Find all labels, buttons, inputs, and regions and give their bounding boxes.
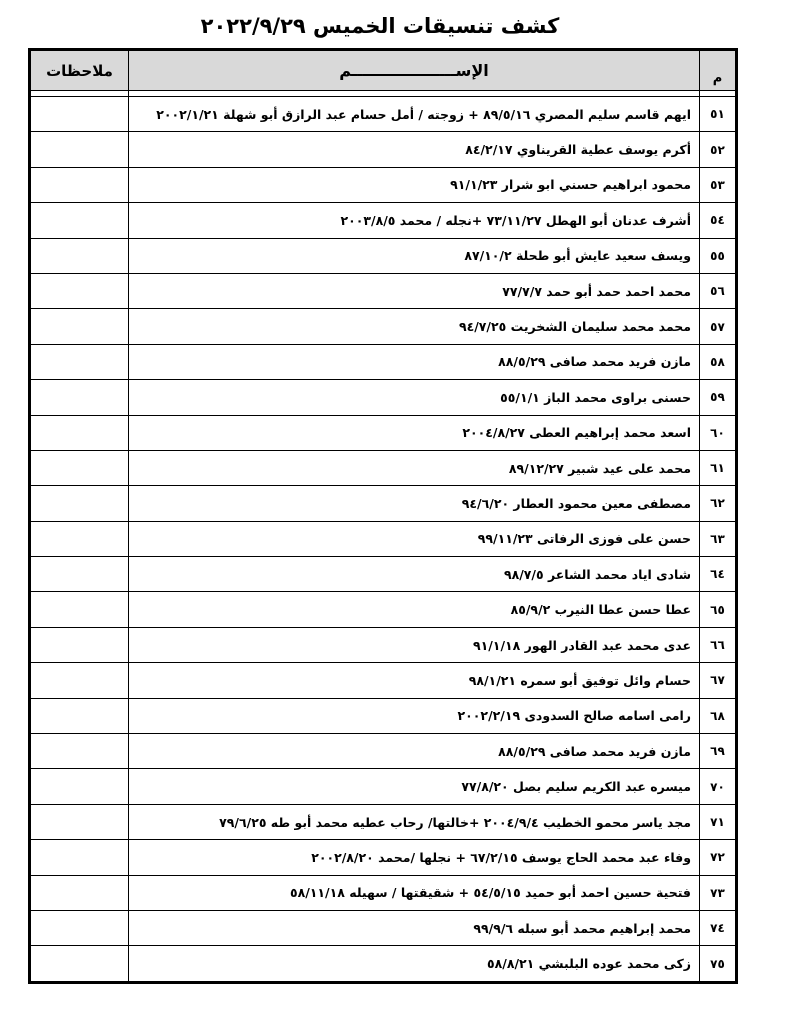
table-row xyxy=(31,344,736,379)
row-name: زكى محمد عوده البلبشي ٥٨/٨/٢١ xyxy=(129,946,700,981)
row-name: وفاء عبد محمد الحاج يوسف ٦٧/٢/١٥ + نجلها /محمد ٢٠٠٢/٨/٢٠ xyxy=(129,840,700,875)
row-notes xyxy=(31,309,129,344)
row-notes xyxy=(31,592,129,627)
page-title: كشف تنسيقات الخميس ٢٠٢٢/٩/٢٩ xyxy=(200,14,560,38)
table-row xyxy=(31,769,736,804)
row-notes xyxy=(31,450,129,485)
row-number: ٧٠ xyxy=(700,769,736,804)
row-notes xyxy=(31,238,129,273)
row-number: ٦٩ xyxy=(700,734,736,769)
row-number: ٦٦ xyxy=(700,627,736,662)
row-name: مصطفى معين محمود العطار ٩٤/٦/٢٠ xyxy=(129,486,700,521)
row-number: ٥٦ xyxy=(700,273,736,308)
row-name: مازن فريد محمد صافى ٨٨/٥/٢٩ xyxy=(129,344,700,379)
row-notes xyxy=(31,97,129,132)
row-notes xyxy=(31,132,129,167)
row-notes xyxy=(31,486,129,521)
row-notes xyxy=(31,875,129,910)
row-number: ٥٨ xyxy=(700,344,736,379)
row-notes xyxy=(31,734,129,769)
row-name: محمد إبراهيم محمد أبو سبله ٩٩/٩/٦ xyxy=(129,910,700,945)
row-notes xyxy=(31,769,129,804)
row-number: ٥٢ xyxy=(700,132,736,167)
row-number: ٦١ xyxy=(700,450,736,485)
table-row xyxy=(31,698,736,733)
row-name: عدى محمد عبد القادر الهور ٩١/١/١٨ xyxy=(129,627,700,662)
row-number: ٥٥ xyxy=(700,238,736,273)
table-row xyxy=(31,663,736,698)
table-row xyxy=(31,132,736,167)
row-name: مجد ياسر محمو الخطيب ٢٠٠٤/٩/٤ +خالتها/ رحاب عطيه محمد أبو طه ٧٩/٦/٢٥ xyxy=(129,804,700,839)
table-row xyxy=(31,238,736,273)
table-row xyxy=(31,804,736,839)
row-notes xyxy=(31,415,129,450)
row-number: ٧٣ xyxy=(700,875,736,910)
row-name: شادى اياد محمد الشاعر ٩٨/٧/٥ xyxy=(129,557,700,592)
table-body xyxy=(31,91,736,982)
row-number: ٥٧ xyxy=(700,309,736,344)
row-name: ويسف سعيد عايش أبو طحلة ٨٧/١٠/٢ xyxy=(129,238,700,273)
row-name: ايهم قاسم سليم المصري ٨٩/٥/١٦ + زوجته / أمل حسام عبد الرازق أبو شهلة ٢٠٠٢/١/٢١ xyxy=(129,97,700,132)
table-row xyxy=(31,309,736,344)
row-number: ٦٣ xyxy=(700,521,736,556)
table-row xyxy=(31,840,736,875)
row-notes xyxy=(31,663,129,698)
row-notes xyxy=(31,521,129,556)
row-name: عطا حسن عطا النيرب ٨٥/٩/٢ xyxy=(129,592,700,627)
row-notes xyxy=(31,344,129,379)
row-notes xyxy=(31,273,129,308)
table-row xyxy=(31,875,736,910)
table-row xyxy=(31,557,736,592)
row-name: حسن على فوزى الرفاتى ٩٩/١١/٢٣ xyxy=(129,521,700,556)
row-notes xyxy=(31,910,129,945)
row-notes xyxy=(31,946,129,981)
row-number: ٦٠ xyxy=(700,415,736,450)
row-name: محمود ابراهيم حسني ابو شرار ٩١/١/٢٣ xyxy=(129,167,700,202)
row-number: ٦٤ xyxy=(700,557,736,592)
table-row xyxy=(31,97,736,132)
row-name: ميسره عبد الكريم سليم بصل ٧٧/٨/٢٠ xyxy=(129,769,700,804)
row-number: ٥٤ xyxy=(700,203,736,238)
row-number: ٦٨ xyxy=(700,698,736,733)
header-notes: ملاحظات xyxy=(31,51,129,91)
table-row xyxy=(31,910,736,945)
table-row xyxy=(31,734,736,769)
table-row xyxy=(31,592,736,627)
row-notes xyxy=(31,380,129,415)
row-name: رامى اسامه صالح السدودى ٢٠٠٢/٢/١٩ xyxy=(129,698,700,733)
row-notes xyxy=(31,557,129,592)
table-row xyxy=(31,486,736,521)
table-row xyxy=(31,415,736,450)
row-number: ٧٤ xyxy=(700,910,736,945)
header-name: الإســـــــــــــــــــم xyxy=(129,51,700,91)
table-header-row xyxy=(31,51,736,91)
schedule-table xyxy=(30,50,736,982)
row-number: ٥٣ xyxy=(700,167,736,202)
table-row xyxy=(31,203,736,238)
table-row xyxy=(31,450,736,485)
row-name: حسنى براوى محمد الباز ٥٥/١/١ xyxy=(129,380,700,415)
row-notes xyxy=(31,203,129,238)
table-row xyxy=(31,273,736,308)
table-row xyxy=(31,167,736,202)
row-number: ٦٥ xyxy=(700,592,736,627)
row-name: محمد محمد سليمان الشخريت ٩٤/٧/٢٥ xyxy=(129,309,700,344)
row-name: فتحية حسين احمد أبو حميد ٥٤/٥/١٥ + شقيقتها / سهيله ٥٨/١١/١٨ xyxy=(129,875,700,910)
row-number: ٥٩ xyxy=(700,380,736,415)
table-row xyxy=(31,946,736,981)
table-row xyxy=(31,380,736,415)
row-name: حسام وائل توفيق أبو سمره ٩٨/١/٢١ xyxy=(129,663,700,698)
row-name: اسعد محمد إبراهيم العطى ٢٠٠٤/٨/٢٧ xyxy=(129,415,700,450)
row-number: ٦٧ xyxy=(700,663,736,698)
row-name: محمد على عيد شبير ٨٩/١٢/٢٧ xyxy=(129,450,700,485)
row-number: ٦٢ xyxy=(700,486,736,521)
schedule-table-frame xyxy=(28,48,738,984)
row-name: أشرف عدنان أبو الهطل ٧٣/١١/٢٧ +نجله / محمد ٢٠٠٣/٨/٥ xyxy=(129,203,700,238)
row-notes xyxy=(31,627,129,662)
row-name: أكرم يوسف عطية القريناوي ٨٤/٢/١٧ xyxy=(129,132,700,167)
header-number: م xyxy=(700,51,736,91)
row-name: مازن فريد محمد صافى ٨٨/٥/٢٩ xyxy=(129,734,700,769)
row-notes xyxy=(31,804,129,839)
row-number: ٧١ xyxy=(700,804,736,839)
row-name: محمد احمد حمد أبو حمد ٧٧/٧/٧ xyxy=(129,273,700,308)
row-notes xyxy=(31,840,129,875)
row-notes xyxy=(31,698,129,733)
table-row xyxy=(31,627,736,662)
table-row xyxy=(31,521,736,556)
row-number: ٧٥ xyxy=(700,946,736,981)
row-notes xyxy=(31,167,129,202)
row-number: ٧٢ xyxy=(700,840,736,875)
row-number: ٥١ xyxy=(700,97,736,132)
